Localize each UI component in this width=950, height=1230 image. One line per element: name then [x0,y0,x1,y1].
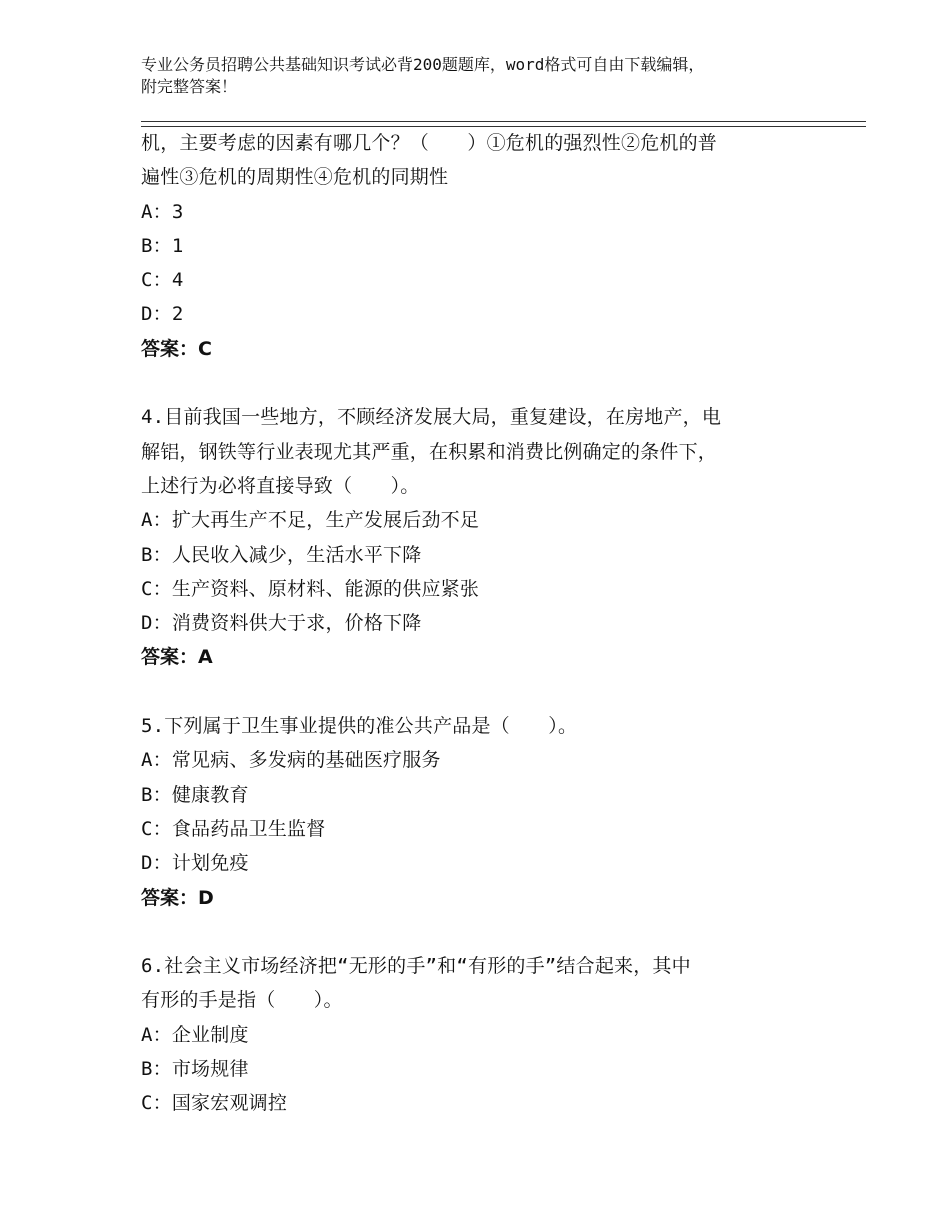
option-d: D：消费资料供大于求，价格下降 [141,612,422,635]
option-b: B：健康教育 [141,783,249,806]
question-4 [141,400,821,674]
question-stem: 4.目前我国一些地方，不顾经济发展大局，重复建设，在房地产，电 [141,406,722,429]
option-a: A：企业制度 [141,1023,249,1046]
option-a: A：常见病、多发病的基础医疗服务 [141,749,441,772]
option-c: C：生产资料、原材料、能源的供应紧张 [141,577,480,600]
header-line-2: 附完整答案！ [141,77,238,96]
question-stem: 5.下列属于卫生事业提供的准公共产品是（ ）。 [141,715,578,738]
question-3 [141,126,821,366]
option-c: C：食品药品卫生监督 [141,817,326,840]
document-header [141,54,821,98]
answer-key: 答案：C [141,337,212,360]
question-stem: 机，主要考虑的因素有哪几个？（ ）①危机的强烈性②危机的普 [141,132,718,154]
option-b: B：人民收入减少，生活水平下降 [141,543,422,566]
question-stem: 上述行为必将直接导致（ ）。 [141,474,420,497]
header-divider-top [141,121,866,122]
answer-key: 答案：D [141,886,214,909]
question-spacer [141,675,821,709]
option-a: A：扩大再生产不足，生产发展后劲不足 [141,509,480,532]
document-body [141,126,821,1121]
option-b: B：市场规律 [141,1058,249,1081]
answer-key: 答案：A [141,646,213,669]
question-spacer [141,366,821,400]
header-line-1: 专业公务员招聘公共基础知识考试必背200题题库，word格式可自由下载编辑， [141,55,705,74]
question-6 [141,949,821,1120]
option-d: D：2 [141,303,184,326]
option-c: C：4 [141,269,184,292]
question-5 [141,709,821,915]
question-stem: 遍性③危机的周期性④危机的同期性 [141,166,449,189]
option-a: A：3 [141,200,184,223]
question-stem: 6.社会主义市场经济把“无形的手”和“有形的手”结合起来，其中 [141,955,691,978]
option-b: B：1 [141,234,184,257]
question-stem: 解铝，钢铁等行业表现尤其严重，在积累和消费比例确定的条件下， [141,440,718,463]
option-c: C：国家宏观调控 [141,1092,288,1115]
question-stem: 有形的手是指（ ）。 [141,989,343,1012]
option-d: D：计划免疫 [141,852,249,875]
question-spacer [141,915,821,949]
